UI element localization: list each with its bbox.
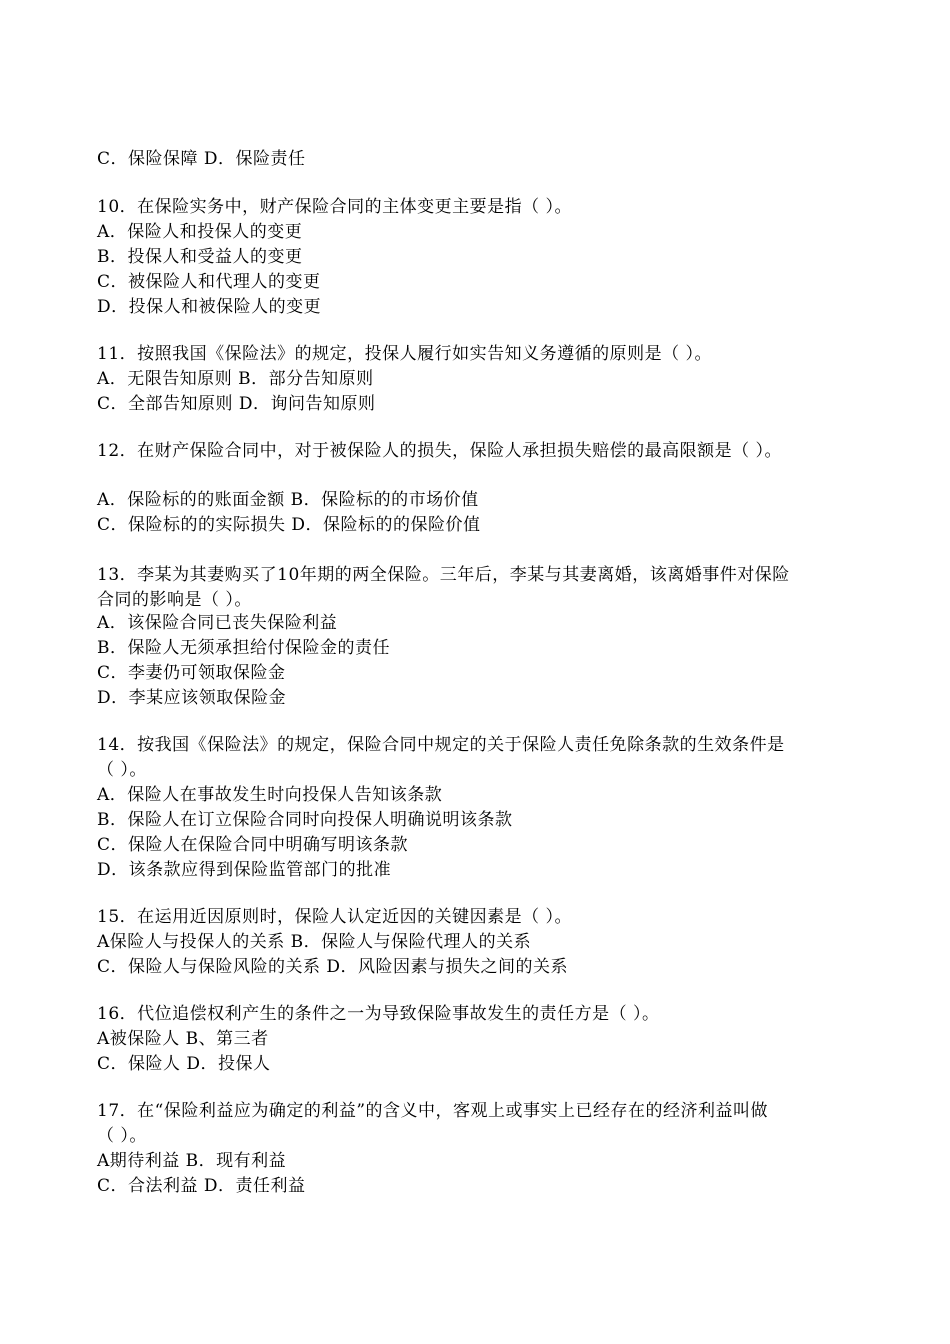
q13-stem-line2: 合同的影响是（ ）。	[97, 590, 252, 610]
q10-option-b: B．投保人和受益人的变更	[97, 247, 303, 267]
q10-option-a: A．保险人和投保人的变更	[97, 222, 303, 242]
q17-stem-line2: （ ）。	[97, 1126, 147, 1146]
q11-stem: 11．按照我国《保险法》的规定，投保人履行如实告知义务遵循的原则是（ ）。	[97, 344, 713, 364]
q12-options-cd: C．保险标的的实际损失 D．保险标的的保险价值	[97, 515, 481, 535]
q14-option-a: A．保险人在事故发生时向投保人告知该条款	[97, 785, 443, 805]
q14-stem-line2: （ ）。	[97, 760, 147, 780]
q15-options-ab: A保险人与投保人的关系 B．保险人与保险代理人的关系	[97, 932, 532, 952]
q10-stem: 10．在保险实务中，财产保险合同的主体变更主要是指（ ）。	[97, 197, 573, 217]
q14-option-c: C．保险人在保险合同中明确写明该条款	[97, 835, 409, 855]
q12-stem: 12．在财产保险合同中，对于被保险人的损失，保险人承担损失赔偿的最高限额是（ ）。	[97, 441, 783, 461]
q10-option-d: D．投保人和被保险人的变更	[97, 297, 322, 317]
q11-options-cd: C．全部告知原则 D．询问告知原则	[97, 394, 376, 414]
q17-stem-line1: 17．在“保险利益应为确定的利益”的含义中，客观上或事实上已经存在的经济利益叫做	[97, 1101, 769, 1121]
q13-option-c: C．李妻仍可领取保险金	[97, 663, 286, 683]
q16-stem: 16．代位追偿权利产生的条件之一为导致保险事故发生的责任方是（ ）。	[97, 1004, 660, 1024]
q15-options-cd: C．保险人与保险风险的关系 D．风险因素与损失之间的关系	[97, 957, 569, 977]
q14-option-d: D．该条款应得到保险监管部门的批准	[97, 860, 392, 880]
q13-option-b: B．保险人无须承担给付保险金的责任	[97, 638, 390, 658]
q13-option-d: D．李某应该领取保险金	[97, 688, 287, 708]
q10-option-c: C．被保险人和代理人的变更	[97, 272, 321, 292]
q13-option-a: A．该保险合同已丧失保险利益	[97, 613, 338, 633]
q17-options-ab: A期待利益 B．现有利益	[97, 1151, 287, 1171]
q13-stem-line1: 13．李某为其妻购买了10年期的两全保险。三年后，李某与其妻离婚，该离婚事件对保险	[97, 565, 790, 585]
q14-option-b: B．保险人在订立保险合同时向投保人明确说明该条款	[97, 810, 513, 830]
q11-options-ab: A．无限告知原则 B．部分告知原则	[97, 369, 374, 389]
q9-options-cd: C．保险保障 D．保险责任	[97, 149, 306, 169]
q16-options-cd: C．保险人 D．投保人	[97, 1054, 271, 1074]
q12-options-ab: A．保险标的的账面金额 B．保险标的的市场价值	[97, 490, 479, 510]
q16-options-ab: A被保险人 B、第三者	[97, 1029, 269, 1049]
q14-stem-line1: 14．按我国《保险法》的规定，保险合同中规定的关于保险人责任免除条款的生效条件是	[97, 735, 785, 755]
q17-options-cd: C．合法利益 D．责任利益	[97, 1176, 306, 1196]
q15-stem: 15．在运用近因原则时，保险人认定近因的关键因素是（ ）。	[97, 907, 573, 927]
